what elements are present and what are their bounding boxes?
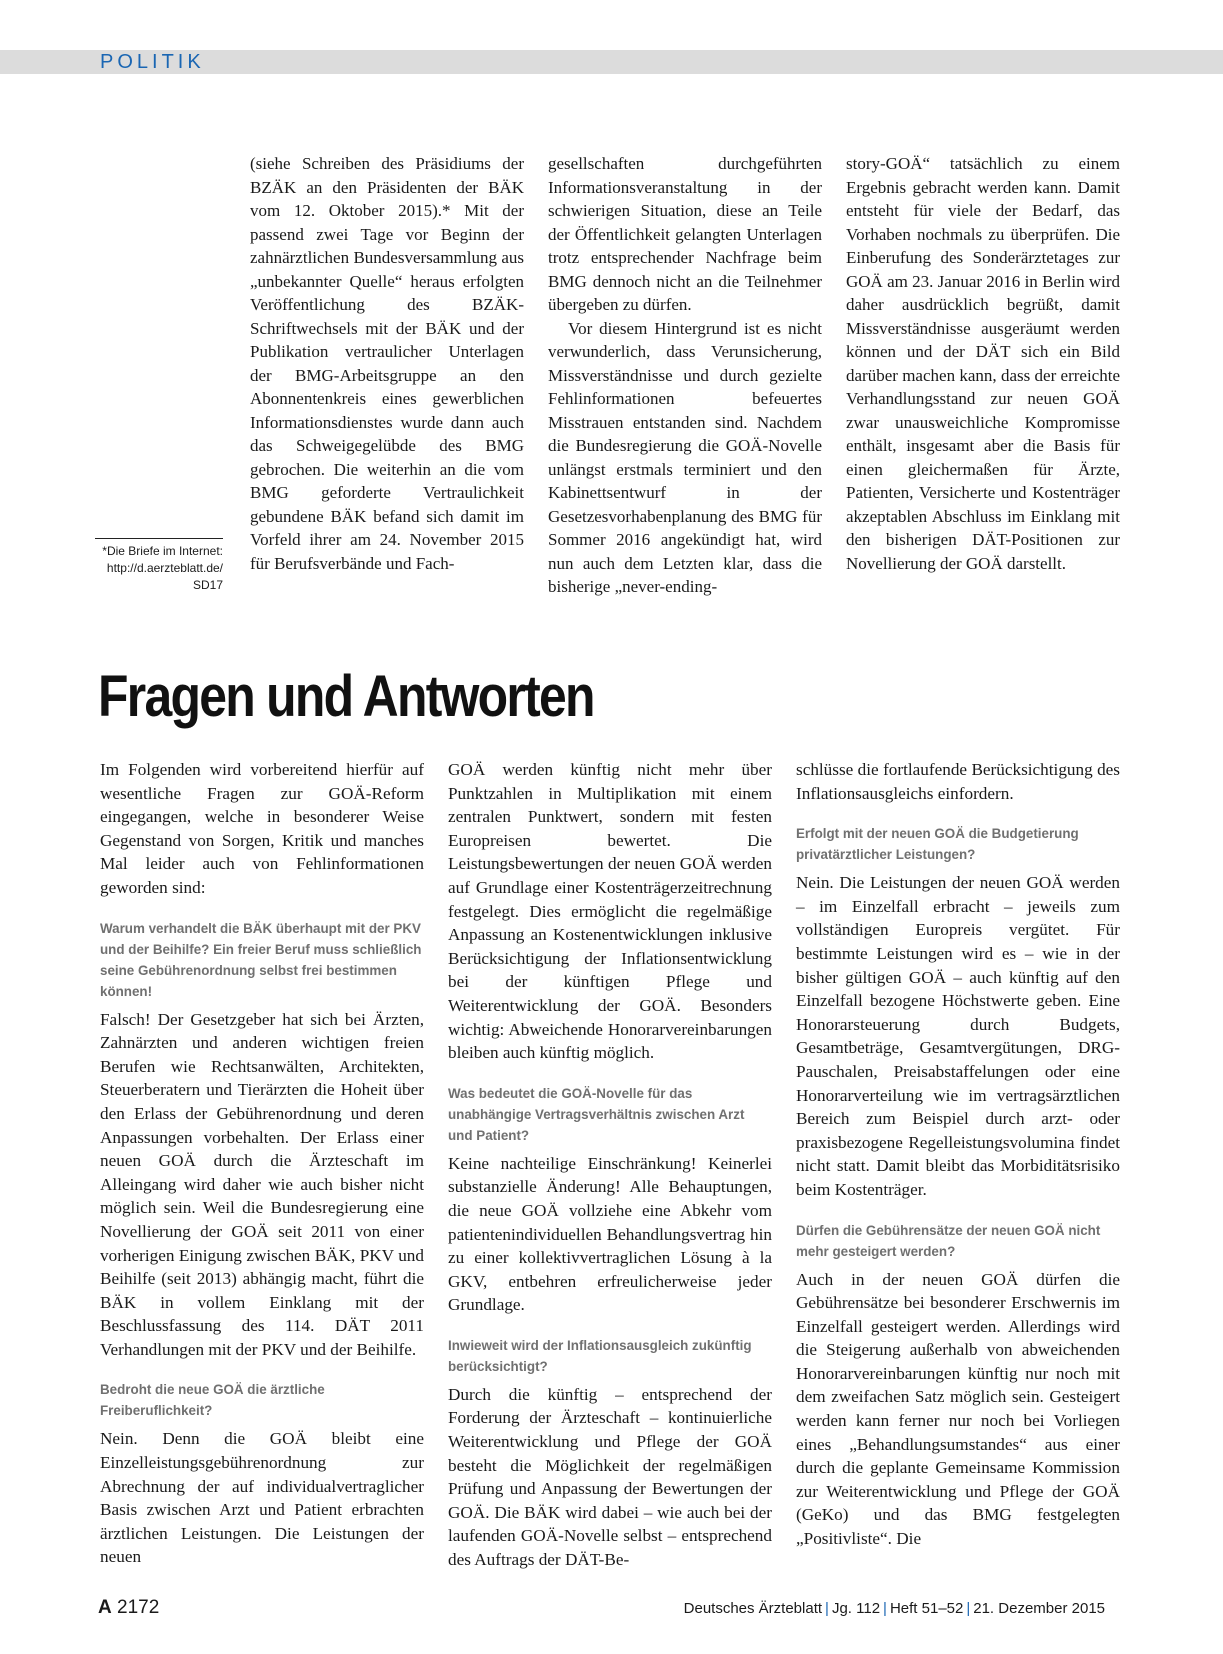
- answer-paragraph: Falsch! Der Gesetzgeber hat sich bei Ärzten, Zahnärzten und anderen wichtigen freien Berufen wie Rechtsanwälten, Architekten, Steuerberatern und Tierärzten die Hoheit über den Erlass der Gebührenordnung und deren Anpassungen vorbehalten. Der Erlass einer neuen GOÄ durch die Ärzteschaft im Alleingang wird daher wie auch bisher nicht möglich sein. Weil die Bundesregierung eine Novellierung der GOÄ seit 2011 von einer vorherigen Einigung zwischen BÄK, PKV und Beihilfe (seit 2013) abhängig macht, führt die BÄK in vollem Einklang mit der Beschlussfassung des 114. DÄT 2011 Verhandlungen mit der PKV und der Beihilfe.: [100, 1009, 424, 1359]
- question-heading: Was bedeutet die GOÄ-Novelle für das unabhängige Vertragsverhältnis zwischen Arzt und Patient?: [448, 1085, 745, 1143]
- qa-column-2: [448, 758, 772, 1572]
- sidenote-link: http://d.aerzteblatt.de/: [106, 561, 223, 575]
- footnote-sidenote: [95, 538, 223, 594]
- question-heading: Erfolgt mit der neuen GOÄ die Budgetierung privatärztlicher Leistungen?: [796, 826, 1079, 863]
- headline: Fragen und Antworten: [98, 664, 594, 729]
- separator: |: [883, 1600, 887, 1617]
- date: 21. Dezember 2015: [973, 1600, 1105, 1617]
- top-column-3: [846, 152, 1120, 575]
- sidenote-line: SD17: [192, 578, 223, 592]
- paragraph: gesellschaften durchgeführten Informationsveranstaltung in der schwierigen Situation, diese an Teile der Öffentlichkeit gelangten Unterlagen trotz entsprechender Nachfrage beim BMG dennoch nicht an die Teilnehmer übergeben zu dürfen.: [548, 154, 822, 314]
- answer-paragraph: Keine nachteilige Einschränkung! Keinerlei substanzielle Änderung! Alle Behauptungen, die neue GOÄ vollziehe eine Abkehr vom patientenindividuellen Behandlungsvertrag hin zu einer kollektivvertraglichen Lösung à la GKV, entbehren erfreulicherweise jeder Grundlage.: [448, 1153, 772, 1315]
- answer-paragraph: Nein. Denn die GOÄ bleibt eine Einzelleistungsgebührenordnung zur Abrechnung der auf individualvertraglicher Basis zwischen Arzt und Patient erbrachten ärztlichen Leistungen. Die Leistungen der neuen: [100, 1429, 424, 1567]
- page-number-value: 2172: [117, 1597, 160, 1618]
- answer-paragraph: schlüsse die fortlaufende Berücksichtigung des Inflationsausgleichs einfordern.: [796, 760, 1120, 803]
- qa-column-1: [100, 758, 424, 1569]
- separator: |: [966, 1600, 971, 1617]
- section-label: POLITIK: [100, 51, 205, 73]
- answer-paragraph: GOÄ werden künftig nicht mehr über Punktzahlen in Multiplikation mit einem zentralen Punktwert, sondern mit festen Europreisen bewertet. Die Leistungsbewertungen der neuen GOÄ werden auf Grundlage einer Kostenträgerzeitrechnung festgelegt. Dies ermöglicht die regelmäßige Anpassung an Kostenentwicklungen inklusive Berücksichtigung der Inflationsentwicklung bei der künftigen Pflege und Weiterentwicklung der GOÄ. Besonders wichtig: Abweichende Honorarvereinbarungen bleiben auch künftig möglich.: [448, 760, 772, 1063]
- footer-publication-info: [684, 1600, 1105, 1617]
- paragraph: story-GOÄ“ tatsächlich zu einem Ergebnis gebracht werden kann. Damit entsteht für viele der Bedarf, das Vorhaben nochmals zu überprüfen. Die Einberufung des Sonderärztetages zur GOÄ am 23. Januar 2016 in Berlin wird daher ausdrücklich begrüßt, damit Missverständnisse ausgeräumt werden können und der DÄT sich ein Bild darüber machen kann, dass der erreichte Verhandlungsstand zur neuen GOÄ zwar unausweichliche Kompromisse enthält, insgesamt aber die Basis für einen gleichermaßen für Ärzte, Patienten, Versicherte und Kostenträger akzeptablen Abschluss im Einklang mit den bisherigen DÄT-Positionen zur Novellierung der GOÄ darstellt.: [846, 154, 1120, 573]
- sidenote-line: *Die Briefe im Internet:: [102, 544, 223, 558]
- intro-paragraph: Im Folgenden wird vorbereitend hierfür auf wesentliche Fragen zur GOÄ-Reform eingegangen, welche in besonderer Weise Gegenstand von Sorgen, Kritik und manches Mal leider auch von Fehlinformationen geworden sind:: [100, 760, 424, 897]
- paragraph: (siehe Schreiben des Präsidiums der BZÄK an den Präsidenten der BÄK vom 12. Oktober 2015).* Mit der passend zwei Tage vor Beginn der zahnärztlichen Bundesversammlung aus „unbekannter Quelle“ heraus erfolgten Veröffentlichung des BZÄK-Schriftwechsels mit der BÄK und der Publikation vertraulicher Unterlagen der BMG-Arbeitsgruppe an den Abonnentenkreis eines gewerblichen Informationsdienstes wurde dann auch das Schweigegelübde des BMG gebrochen. Die weiterhin an die vom BMG geforderte Vertraulichkeit gebundene BÄK befand sich damit im Vorfeld ihrer am 24. November 2015 für Berufsverbände und Fach-: [250, 154, 524, 573]
- journal-name: Deutsches Ärzteblatt: [683, 1600, 823, 1617]
- question-heading: Inwieweit wird der Inflationsausgleich zukünftig berücksichtigt?: [448, 1337, 752, 1374]
- top-column-2: [548, 152, 822, 599]
- question-heading: Bedroht die neue GOÄ die ärztliche Freiberuflichkeit?: [100, 1382, 325, 1419]
- question-heading: Dürfen die Gebührensätze der neuen GOÄ nicht mehr gesteigert werden?: [796, 1222, 1101, 1259]
- top-column-1: [250, 152, 524, 575]
- issue: Heft 51–52: [889, 1600, 964, 1617]
- page-number: [98, 1597, 159, 1619]
- question-heading: Warum verhandelt die BÄK überhaupt mit der PKV und der Beihilfe? Ein freier Beruf muss schließlich seine Gebührenordnung selbst frei bestimmen können!: [100, 920, 422, 999]
- paragraph: Vor diesem Hintergrund ist es nicht verwunderlich, dass Verunsicherung, Missverständnisse und durch gezielte Fehlinformationen befeuertes Misstrauen entstanden sind. Nachdem die Bundesregierung die GOÄ-Novelle unlängst erstmals terminiert und den Kabinettsentwurf in der Gesetzesvorhabenplanung des BMG für Sommer 2016 angekündigt hat, wird nun auch dem Letzten klar, dass die bisherige „never-ending-: [548, 318, 822, 596]
- page-prefix: A: [98, 1597, 112, 1618]
- answer-paragraph: Nein. Die Leistungen der neuen GOÄ werden – im Einzelfall erbracht – jeweils zum vollständigen Europreis vergütet. Für bestimmte Leistungen wird es – wie in der bisher gültigen GOÄ – auch künftig auf den Einzelfall bezogene Höchstwerte geben. Eine Honorarsteuerung durch Budgets, Gesamtbeträge, Gesamtvergütungen, DRG-Pauschalen, Preisabstaffelungen oder eine Honorarverteilung wie im vertragsärztlichen Bereich zum Beispiel durch arzt- oder praxisbezogene Regelleistungsvolumina findet nicht statt. Damit bleibt das Morbiditätsrisiko beim Kostenträger.: [796, 873, 1120, 1199]
- answer-paragraph: Durch die künftig – entsprechend der Forderung der Ärzteschaft – kontinuierliche Weiterentwicklung und Pflege der GOÄ besteht die Möglichkeit der regelmäßigen Prüfung und Anpassung der Bewertungen der GOÄ. Die BÄK wird dabei – wie auch bei der laufenden GOÄ-Novelle selbst – entsprechend des Auftrags der DÄT-Be-: [448, 1384, 772, 1570]
- separator: |: [825, 1600, 829, 1617]
- answer-paragraph: Auch in der neuen GOÄ dürfen die Gebührensätze bei besonderer Erschwernis im Einzelfall gesteigert werden. Allerdings wird die Steigerung außerhalb von abweichenden Honorarvereinbarungen künftig nur noch mit dem zweifachen Satz möglich sein. Gesteigert werden kann ferner nur noch bei Vorliegen eines „Behandlungsumstandes“ aus einer durch die geplante Gemeinsame Kommission zur Weiterentwicklung und Pflege der GOÄ (GeKo) und das BMG festgelegten „Positivliste“. Die: [796, 1269, 1120, 1549]
- volume: Jg. 112: [831, 1600, 881, 1617]
- qa-column-3: [796, 758, 1120, 1551]
